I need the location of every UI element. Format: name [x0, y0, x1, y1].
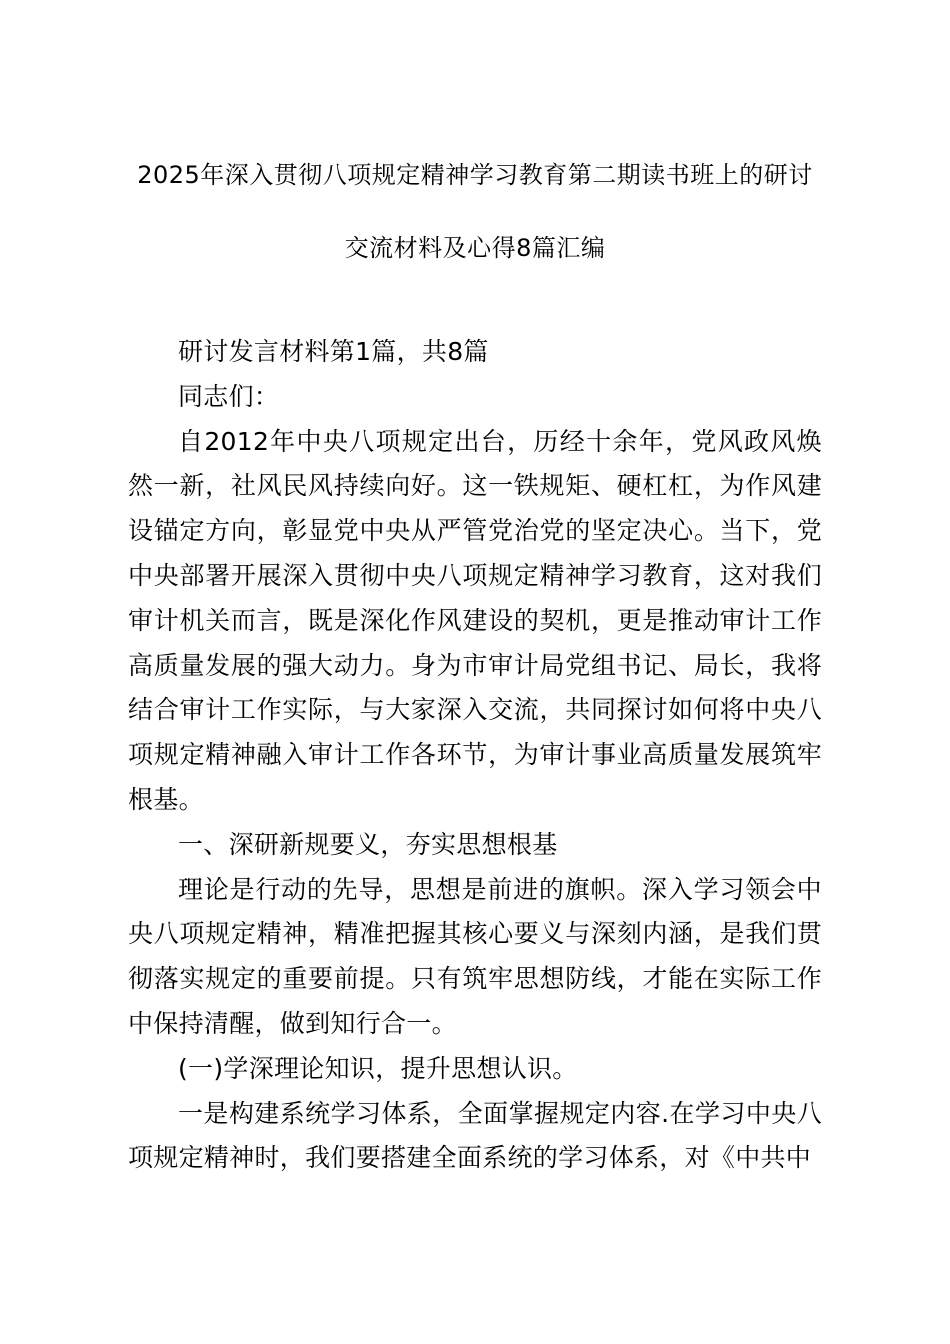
subsection-1-paragraph: 一是构建系统学习体系，全面掌握规定内容.在学习中央八项规定精神时，我们要搭建全面系统的学习体系，对《中共中 — [128, 1098, 822, 1173]
salutation: 同志们： — [178, 381, 280, 411]
document-title-line-2: 交流材料及心得8篇汇编 — [344, 234, 606, 262]
article-label: 研讨发言材料第1篇，共8篇 — [178, 337, 489, 366]
intro-paragraph: 自2012年中央八项规定出台，历经十余年，党风政风焕然一新，社风民风持续向好。这一铁规矩、硬杠杠，为作风建设锚定方向，彰显党中央从严管党治党的坚定决心。当下，党中央部署开展深入贯彻中央八项规定精神学习教育，这对我们审计机关而言，既是深化作风建设的契机，更是推动审计工作高质量发展的强大动力。身为市审计局党组书记、局长，我将结合审计工作实际，与大家深入交流，共同探讨如何将中央八项规定精神融入审计工作各环节，为审计事业高质量发展筑牢根基。 — [128, 426, 822, 814]
document-title-line-1: 2025年深入贯彻八项规定精神学习教育第二期读书班上的研讨 — [137, 161, 813, 189]
section-heading-1: 一、深研新规要义，夯实思想根基 — [178, 829, 558, 859]
subsection-heading-1: (一)学深理论知识，提升思想认识。 — [178, 1053, 578, 1083]
section-1-paragraph: 理论是行动的先导，思想是前进的旗帜。深入学习领会中央八项规定精神，精准把握其核心要义与深刻内涵，是我们贯彻落实规定的重要前提。只有筑牢思想防线，才能在实际工作中保持清醒，做到知行合一。 — [128, 874, 822, 1038]
document-body — [128, 330, 822, 1181]
